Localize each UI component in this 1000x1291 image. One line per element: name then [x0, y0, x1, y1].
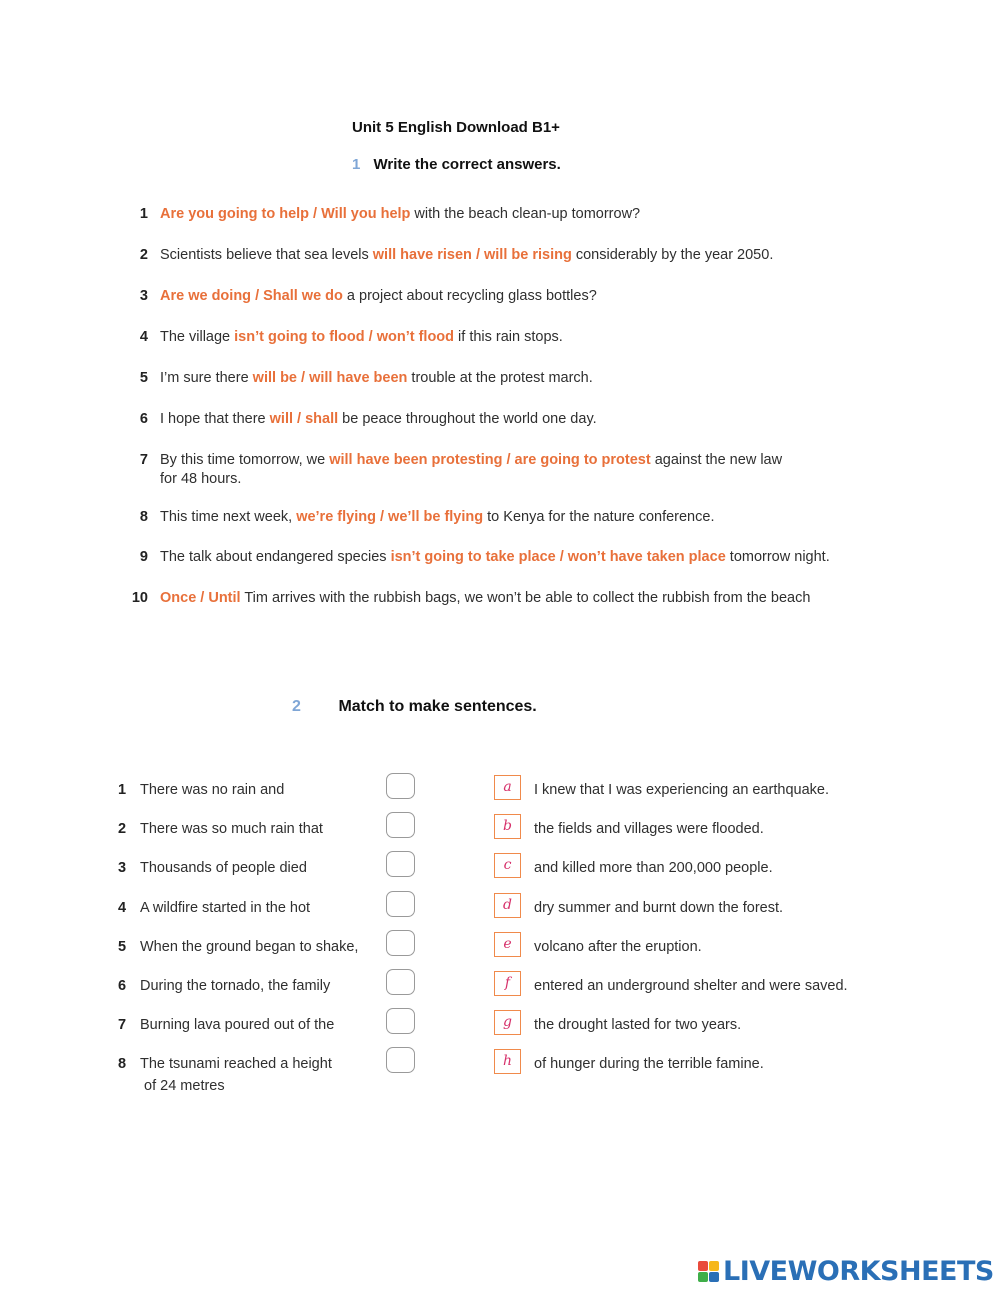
question-number: 1 [139, 206, 148, 222]
logo-tile-green [698, 1272, 708, 1282]
match-left-line-1: The tsunami reached a height [140, 1056, 332, 1072]
question-text [160, 246, 890, 265]
answer-options[interactable]: isn’t going to flood / won’t flood [234, 329, 455, 345]
question-text [160, 589, 890, 608]
match-letter: g [494, 1010, 521, 1035]
section-2-heading [292, 698, 537, 716]
match-left-text: There was no rain and [140, 782, 285, 798]
question-post: tomorrow night. [725, 549, 830, 565]
match-right-text: and killed more than 200,000 people. [534, 860, 773, 876]
question-number: 2 [139, 247, 148, 263]
answer-options[interactable]: will / shall [269, 411, 339, 427]
question-post: a project about recycling glass bottles? [342, 288, 597, 304]
match-number: 6 [118, 978, 127, 994]
answer-options[interactable]: will have been protesting / are going to protest [329, 452, 651, 468]
match-left-text [140, 1053, 385, 1097]
question-post: trouble at the protest march. [407, 370, 593, 386]
logo-grid-icon [698, 1261, 719, 1282]
question-number: 10 [131, 590, 148, 606]
question-text [160, 328, 890, 347]
question-post: if this rain stops. [454, 329, 563, 345]
match-letter: b [494, 814, 521, 839]
answer-box[interactable] [386, 773, 415, 799]
question-pre: This time next week, [160, 509, 297, 525]
match-letter: c [494, 853, 521, 878]
logo-text: LIVEWORKSHEETS [723, 1255, 994, 1287]
match-number: 4 [118, 900, 127, 916]
match-right-text: dry summer and burnt down the forest. [534, 900, 784, 916]
question-text [160, 548, 890, 567]
section-1-heading [352, 156, 561, 173]
answer-options[interactable]: will be / will have been [252, 370, 408, 386]
answer-box[interactable] [386, 851, 415, 877]
answer-box[interactable] [386, 1008, 415, 1034]
match-left-text: Burning lava poured out of the [140, 1017, 335, 1033]
question-pre: The talk about endangered species [160, 549, 391, 565]
question-text [160, 451, 890, 489]
answer-options[interactable]: Once / Until [160, 590, 241, 606]
question-post: considerably by the year 2050. [571, 247, 774, 263]
question-post: with the beach clean-up tomorrow? [410, 206, 641, 222]
match-letter: e [494, 932, 521, 957]
match-letter: h [494, 1049, 521, 1074]
match-number: 3 [118, 860, 127, 876]
question-post-continued: for 48 hours. [160, 471, 242, 487]
match-letter: f [494, 971, 521, 996]
match-left-text: Thousands of people died [140, 860, 307, 876]
match-right-text: of hunger during the terrible famine. [534, 1056, 764, 1072]
match-number: 8 [118, 1056, 127, 1072]
match-right-text: the drought lasted for two years. [534, 1017, 742, 1033]
logo-tile-red [698, 1261, 708, 1271]
question-number: 8 [139, 509, 148, 525]
question-post: to Kenya for the nature conference. [483, 509, 715, 525]
question-post: be peace throughout the world one day. [338, 411, 597, 427]
answer-box[interactable] [386, 969, 415, 995]
question-number: 7 [139, 452, 148, 468]
match-right-text: I knew that I was experiencing an earthquake. [534, 782, 830, 798]
match-number: 1 [118, 782, 127, 798]
answer-options[interactable]: isn’t going to take place / won’t have taken place [390, 549, 726, 565]
match-left-text: When the ground began to shake, [140, 939, 359, 955]
question-text [160, 369, 890, 388]
question-text [160, 205, 890, 224]
question-text [160, 508, 890, 527]
match-left-text: During the tornado, the family [140, 978, 331, 994]
question-text [160, 287, 890, 306]
match-right-text: the fields and villages were flooded. [534, 821, 764, 837]
question-pre: I’m sure there [160, 370, 253, 386]
match-number: 5 [118, 939, 127, 955]
worksheet-title: Unit 5 English Download B1+ [352, 119, 560, 136]
match-left-text: A wildfire started in the hot [140, 900, 311, 916]
question-text [160, 410, 890, 429]
question-number: 9 [139, 549, 148, 565]
match-right-text: entered an underground shelter and were saved. [534, 978, 848, 994]
section-number: 1 [352, 156, 361, 173]
question-number: 4 [139, 329, 148, 345]
answer-box[interactable] [386, 812, 415, 838]
liveworksheets-logo [698, 1256, 994, 1286]
question-post: against the new law [650, 452, 783, 468]
section-title: Write the correct answers. [373, 156, 561, 173]
question-number: 5 [139, 370, 148, 386]
match-right-text: volcano after the eruption. [534, 939, 702, 955]
question-number: 6 [139, 411, 148, 427]
answer-box[interactable] [386, 930, 415, 956]
logo-tile-blue [709, 1272, 719, 1282]
logo-tile-yellow [709, 1261, 719, 1271]
question-pre: By this time tomorrow, we [160, 452, 330, 468]
answer-box[interactable] [386, 1047, 415, 1073]
question-pre: I hope that there [160, 411, 270, 427]
section-title: Match to make sentences. [338, 698, 537, 715]
question-post: Tim arrives with the rubbish bags, we won’t be able to collect the rubbish from the beach [240, 590, 811, 606]
question-pre: Scientists believe that sea levels [160, 247, 373, 263]
match-number: 2 [118, 821, 127, 837]
answer-box[interactable] [386, 891, 415, 917]
answer-options[interactable]: will have risen / will be rising [372, 247, 572, 263]
answer-options[interactable]: we’re flying / we’ll be flying [296, 509, 484, 525]
match-letter: a [494, 775, 521, 800]
answer-options[interactable]: Are we doing / Shall we do [160, 288, 343, 304]
match-letter: d [494, 893, 521, 918]
match-left-line-2: of 24 metres [144, 1078, 225, 1094]
section-number: 2 [292, 698, 301, 715]
question-number: 3 [139, 288, 148, 304]
question-pre: The village [160, 329, 235, 345]
match-number: 7 [118, 1017, 127, 1033]
answer-options[interactable]: Are you going to help / Will you help [160, 206, 411, 222]
match-left-text: There was so much rain that [140, 821, 323, 837]
